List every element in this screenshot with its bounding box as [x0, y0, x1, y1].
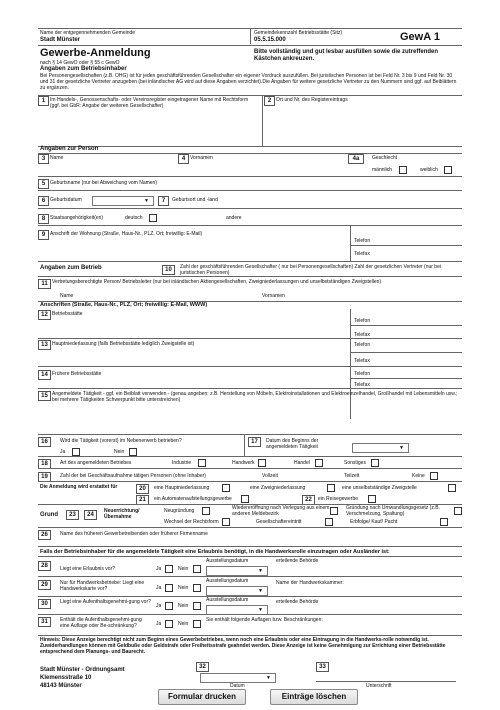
field-16-label: Wird die Tätigkeit (vorerst) im Nebenerwerb betrieben? — [60, 438, 182, 444]
signature-date-dropdown[interactable] — [200, 673, 276, 683]
field-4-label: Vornamen — [190, 155, 213, 161]
german-label: deutsch — [125, 215, 143, 221]
field-number-11: 11 — [38, 279, 51, 289]
person-section-title: Angaben zur Person — [40, 146, 99, 152]
field-number-19: 19 — [38, 472, 51, 482]
signature-label: Unterschrift — [366, 683, 392, 689]
row-line — [38, 225, 462, 226]
row-line — [38, 614, 462, 615]
permit-date-dropdown[interactable] — [206, 566, 268, 576]
field-number-20: 20 — [136, 484, 149, 494]
row-line — [38, 146, 462, 147]
parttime-label: Teilzeit — [344, 473, 360, 479]
field-number-18: 18 — [38, 459, 51, 469]
fax-label-14: Telefax — [354, 382, 370, 388]
main-branch-checkbox[interactable] — [222, 484, 230, 492]
header-line-2 — [38, 45, 462, 46]
field-number-14: 14 — [38, 370, 51, 380]
community-label: Name der entgegennehmenden Gemeinde — [40, 30, 136, 36]
birthdate-dropdown[interactable] — [92, 196, 154, 206]
other-label: andere — [226, 215, 242, 221]
field-number-1: 1 — [38, 96, 49, 106]
row-line — [38, 596, 462, 597]
row-line — [38, 527, 462, 528]
change-form-label: Wechsel der Rechtsform — [164, 519, 219, 525]
field-number-3: 3 — [38, 154, 49, 164]
sideline-yes-checkbox[interactable] — [72, 448, 80, 456]
phone-label-14: Telefon — [354, 371, 371, 377]
permit-yes-checkbox[interactable] — [165, 565, 173, 573]
branch-checkbox[interactable] — [327, 484, 335, 492]
female-label: weiblich — [420, 167, 438, 173]
start-date-dropdown[interactable] — [352, 443, 409, 453]
address-line-2: Klemensstraße 10 — [40, 675, 92, 681]
field-number-16: 16 — [38, 437, 51, 447]
header-divider — [250, 28, 251, 44]
chevron-down-icon: ▼ — [144, 198, 149, 204]
field-19-label: Zahl der bei Geschäftsaufnahme tätigen Personen (ohne Inhaber) — [60, 473, 206, 479]
issue-date-label-29: Ausstellungsdatum — [206, 578, 249, 584]
male-checkbox[interactable] — [399, 166, 407, 174]
restriction-yes-checkbox[interactable] — [165, 620, 173, 628]
yes-label-29: Ja — [156, 585, 162, 591]
chevron-down-icon: ▼ — [399, 445, 404, 451]
field-29-label: Nur für Handwerksbetriebe: Liegt eine Handwerkskarte vor? — [60, 580, 145, 592]
reopen-label: Wiedereröffnung nach Verlegung aus einem anderen Meldebezirk — [232, 505, 330, 517]
field-number-13: 13 — [38, 340, 51, 350]
field-number-24: 24 — [84, 510, 97, 520]
clear-entries-button[interactable]: Einträge löschen — [270, 689, 358, 705]
yes-label-28: Ja — [156, 566, 162, 572]
female-checkbox[interactable] — [444, 166, 452, 174]
firstnames-label: Vornamen — [262, 293, 285, 299]
row-line — [38, 556, 462, 557]
field-number-32: 32 — [196, 662, 209, 672]
row-line — [350, 325, 462, 326]
card-no-checkbox[interactable] — [193, 584, 201, 592]
dependent-branch-label: eine unselbstständige Zweigstelle — [342, 485, 417, 491]
field-26-label: Name des früheren Gewerbetreibenden oder früherer Firmenname — [60, 531, 208, 537]
name-label: Name — [60, 293, 74, 299]
row-divider — [262, 95, 263, 146]
new-or-takeover-label: Neuerrichtung/ Übernahme — [104, 508, 140, 520]
no-label-31: Nein — [178, 621, 189, 627]
no-label-16: Nein — [114, 449, 125, 455]
phone-label-12: Telefon — [354, 318, 371, 324]
no-label-29: Nein — [178, 585, 189, 591]
field-number-26: 26 — [38, 530, 51, 540]
row-line — [38, 176, 462, 177]
none-checkbox[interactable] — [430, 472, 438, 480]
succession-label: Erbfolge/ Kauf/ Pacht — [350, 519, 398, 525]
row-divider — [244, 434, 245, 456]
field-5-label: Geburtsname (nur bei Abweichung vom Namen) — [50, 180, 157, 186]
field-number-9: 9 — [38, 230, 49, 240]
field-number-4: 4 — [178, 154, 189, 164]
row-line — [38, 546, 462, 547]
field-3-label: Name — [50, 155, 64, 161]
reason-label: Grund — [40, 512, 58, 518]
row-line — [38, 190, 462, 191]
sideline-no-checkbox[interactable] — [129, 448, 137, 456]
founding-after-label: Gründung nach Umwandlungsgesetz (z.B. Verschmelzung, Spaltung) — [346, 505, 440, 517]
travel-trade-checkbox[interactable] — [368, 495, 376, 503]
industry-checkbox[interactable] — [198, 459, 206, 467]
succession-checkbox[interactable] — [440, 518, 448, 526]
row-line — [38, 481, 462, 482]
field-31-label: Enthält die Aufenthaltsgenehmi-gung eine Auflage oder Be-schränkung? — [60, 617, 142, 629]
field-number-17: 17 — [248, 437, 261, 447]
permit-section-title: Falls der Betriebsinhaber für die angemeldete Tätigkeit eine Erlaubnis benötigt, in die Handwerksrolle einzutragen oder Ausländer ist: — [40, 549, 390, 555]
field-number-22: 22 — [302, 495, 315, 505]
field-9-label: Anschrift der Wohnung (Straße, Haus-Nr., PLZ, Ort; freiwillig: E-Mail) — [50, 231, 203, 237]
field-14-label: Frühere Betriebsstätte — [52, 371, 102, 377]
owner-section-title: Angaben zum Betriebsinhaber — [40, 66, 127, 72]
issue-date-label-28: Ausstellungsdatum — [206, 558, 249, 564]
restrictions-label: Sie enthält folgende Auflagen bzw. Beschränkungen: — [206, 617, 323, 623]
travel-trade-label: ein Reisegewerbe — [318, 496, 359, 502]
male-label: männlich — [372, 167, 393, 173]
row-line — [38, 576, 462, 577]
chamber-label: Name der Handwerkskammer: — [276, 580, 344, 586]
field-15-label: Angemeldete Tätigkeit - ggf. ein Beiblatt verwenden - (genau angeben: z.B. Herstellung von Möbeln, Elektroinstallationen und Elektroeinzelhandel, Großhandel mit Lebensmitteln usw.; bei mehrere Tätigkeiten Schwerpunkt bitte unterstreichen) — [52, 391, 458, 403]
field-number-6: 6 — [38, 196, 49, 206]
residence-no-checkbox[interactable] — [193, 602, 201, 610]
row-line — [350, 378, 462, 379]
residence-yes-checkbox[interactable] — [165, 602, 173, 610]
row-line — [350, 352, 462, 353]
permit-no-checkbox[interactable] — [193, 565, 201, 573]
municipality-key-value: 05.5.15.000 — [254, 37, 286, 43]
fax-label: Telefax — [354, 251, 370, 257]
field-13-label: Hauptniederlassung (falls Betriebsstätte lediglich Zweigstelle ist) — [52, 341, 195, 347]
address-line-1: Stadt Münster - Ordnungsamt — [40, 667, 125, 673]
field-18-label: Art des angemeldeten Betriebes — [60, 460, 132, 466]
row-line — [38, 208, 462, 209]
industry-label: Industrie — [172, 460, 192, 466]
field-28-label: Liegt eine Erlaubnis vor? — [60, 566, 116, 572]
field-number-30: 30 — [38, 599, 51, 609]
field-number-5: 5 — [38, 179, 49, 189]
branch-label: eine Zweigniederlassung — [250, 485, 306, 491]
change-form-checkbox[interactable] — [222, 518, 230, 526]
signature-line — [316, 681, 456, 682]
row-line — [38, 153, 462, 154]
field-number-28: 28 — [38, 561, 51, 571]
row-line — [38, 456, 462, 457]
chevron-down-icon: ▼ — [258, 607, 263, 613]
yes-label-30: Ja — [156, 603, 162, 609]
craft-label: Handwerk — [232, 460, 255, 466]
field-1-label: Im Handels-, Genossenschafts- oder Vereinsregister eingetragener Name mit Rechtsform (ggf. bei GbR: Angabe der weiteren Gesellschafter) — [50, 97, 249, 109]
craft-checkbox[interactable] — [258, 459, 266, 467]
no-label-28: Nein — [178, 566, 189, 572]
german-checkbox[interactable] — [149, 214, 157, 222]
card-date-dropdown[interactable] — [206, 586, 268, 596]
issue-date-label-30: Ausstellungsdatum — [206, 597, 249, 603]
instruction-text: Bitte vollständig und gut lesbar ausfüllen sowie die zutreffenden Kästchen ankreuzen. — [254, 49, 439, 62]
fulltime-label: Vollzeit — [262, 473, 278, 479]
card-yes-checkbox[interactable] — [165, 584, 173, 592]
community-value: Stadt Münster — [40, 37, 81, 43]
none-label: Keine — [412, 473, 425, 479]
partner-entry-label: Gesellschaftereintritt — [256, 519, 302, 525]
field-17-label: Datum des Beginns der angemeldeten Tätigkeit — [266, 438, 319, 450]
row-line — [38, 276, 462, 277]
row-line — [350, 245, 462, 246]
form-code: GewA 1 — [400, 31, 440, 43]
form-subtitle: nach § 14 GewO oder § 55 c GewO — [40, 60, 120, 66]
phone-label-13: Telefon — [354, 342, 371, 348]
phone-label: Telefon — [354, 238, 371, 244]
field-number-23: 23 — [66, 510, 79, 520]
gender-label: Geschlecht — [372, 155, 398, 161]
print-form-button[interactable]: Formular drucken — [158, 689, 246, 705]
field-number-12: 12 — [38, 310, 51, 320]
business-section-title: Angaben zum Betrieb — [40, 265, 102, 271]
row-divider — [350, 225, 351, 261]
row-line — [38, 338, 462, 339]
new-founding-checkbox[interactable] — [202, 507, 210, 515]
addresses-section-title: Anschriften (Straße, Haus-Nr., PLZ, Ort; freiwillig: E-Mail, WWW) — [40, 302, 208, 308]
founding-after-checkbox[interactable] — [454, 507, 462, 515]
row-line — [38, 468, 462, 469]
restriction-no-checkbox[interactable] — [193, 620, 201, 628]
main-branch-label: eine Hauptniederlassung — [154, 485, 210, 491]
legal-notice: Hinweis: Diese Anzeige berechtigt nicht zum Beginn eines Gewerbebetriebes, wenn noch eine Erlaubnis oder eine Eintragung in die Handwerks-rolle notwendig ist. Zuwiderhandlungen können mit Geldbuße oder Geldstrafe oder Freiheitsstrafe geahndet werden. Diese Anzeige ist keine Genehmigung zur Errichtung einer Betriebsstätte entsprechend dem Planungs- und Baurecht. — [40, 637, 446, 655]
chevron-down-icon: ▼ — [258, 588, 263, 594]
row-line — [38, 388, 462, 389]
field-number-15: 15 — [38, 391, 51, 401]
fax-label-12: Telefax — [354, 332, 370, 338]
row-line — [38, 95, 462, 96]
yes-label-31: Ja — [156, 621, 162, 627]
trade-label: Handel — [294, 460, 310, 466]
owner-note: Bei Personengesellschaften (z.B. OHG) ist für jeden geschäftsführenden Gesellschafter ein eigener Vordruck auszufüllen. Bei juristischen Personen ist bei Feld Nr. 3 bis 9 und Feld Nr. 30 und 31 der gesetzliche Vertreter anzugeben (bei inländischer AG wird auf diese Angaben verzichtet).Die Angaben für weitere gesetzliche Vertreter zu den Nummern sind ggf. auf Beiblättern zu ergänzen. — [40, 73, 457, 91]
authority-label-28: erteilende Behörde — [276, 558, 319, 564]
field-number-7: 7 — [158, 196, 169, 206]
yes-label-16: Ja — [60, 449, 66, 455]
field-number-2: 2 — [264, 96, 275, 106]
field-10-label: Zahl der geschäftsführenden Gesellschafter ( nur bei Personengesellschaften) Zahl der gesetzlichen Vertreter (nur bei juristischen Personen) — [180, 264, 441, 276]
vending-label: ein Automatenaufstellungsgewerbe — [154, 496, 232, 502]
fax-label-13: Telefax — [354, 358, 370, 364]
field-30-label: Liegt eine Aufenthaltsgenehmi-gung vor? — [60, 599, 151, 605]
registration-for-label: Die Anmeldung wird erstattet für — [40, 484, 118, 490]
partner-entry-checkbox[interactable] — [325, 518, 333, 526]
date-label: Datum — [230, 683, 245, 689]
field-number-21: 21 — [136, 495, 149, 505]
field-number-31: 31 — [38, 617, 51, 627]
municipality-key-label: Gemeindekennzahl Betriebsstätte (Sitz) — [254, 30, 343, 36]
no-label-30: Nein — [178, 603, 189, 609]
field-number-29: 29 — [38, 580, 51, 590]
field-number-8: 8 — [38, 214, 49, 224]
row-line — [38, 366, 462, 367]
vending-checkbox[interactable] — [241, 495, 249, 503]
address-line-3: 48143 Münster — [40, 683, 82, 689]
dependent-branch-checkbox[interactable] — [448, 484, 456, 492]
field-7-label: Geburtsort und -land — [172, 197, 218, 203]
trade-checkbox[interactable] — [315, 459, 323, 467]
form-title: Gewerbe-Anmeldung — [40, 47, 151, 59]
reopen-checkbox[interactable] — [330, 507, 338, 515]
field-11-label: Vertretungsberechtigte Person/ Betriebsleiter (nur bei inländischen Aktiengesellschaften, Zweigniederlassungen und unselbstständigen Zweigstellen) — [52, 279, 382, 285]
field-2-label: Ort und Nr. des Registereintrags — [276, 97, 348, 103]
row-line — [38, 434, 462, 435]
chevron-down-icon: ▼ — [258, 568, 263, 574]
field-12-label: Betriebsstätte — [52, 311, 83, 317]
misc-label: Sonstiges — [344, 460, 366, 466]
field-number-33: 33 — [316, 662, 329, 672]
field-number-10: 10 — [162, 265, 175, 275]
chevron-down-icon: ▼ — [266, 675, 271, 681]
field-8-label: Staatsangehörigkeit(en) — [50, 215, 104, 221]
new-founding-label: Neugründung — [164, 508, 195, 514]
field-6-label: Geburtsdatum — [50, 197, 82, 203]
field-number-4a: 4a — [348, 154, 364, 164]
row-line — [38, 261, 462, 262]
row-line — [38, 635, 462, 636]
misc-checkbox[interactable] — [371, 459, 379, 467]
authority-label-30: erteilende Behörde — [276, 599, 319, 605]
